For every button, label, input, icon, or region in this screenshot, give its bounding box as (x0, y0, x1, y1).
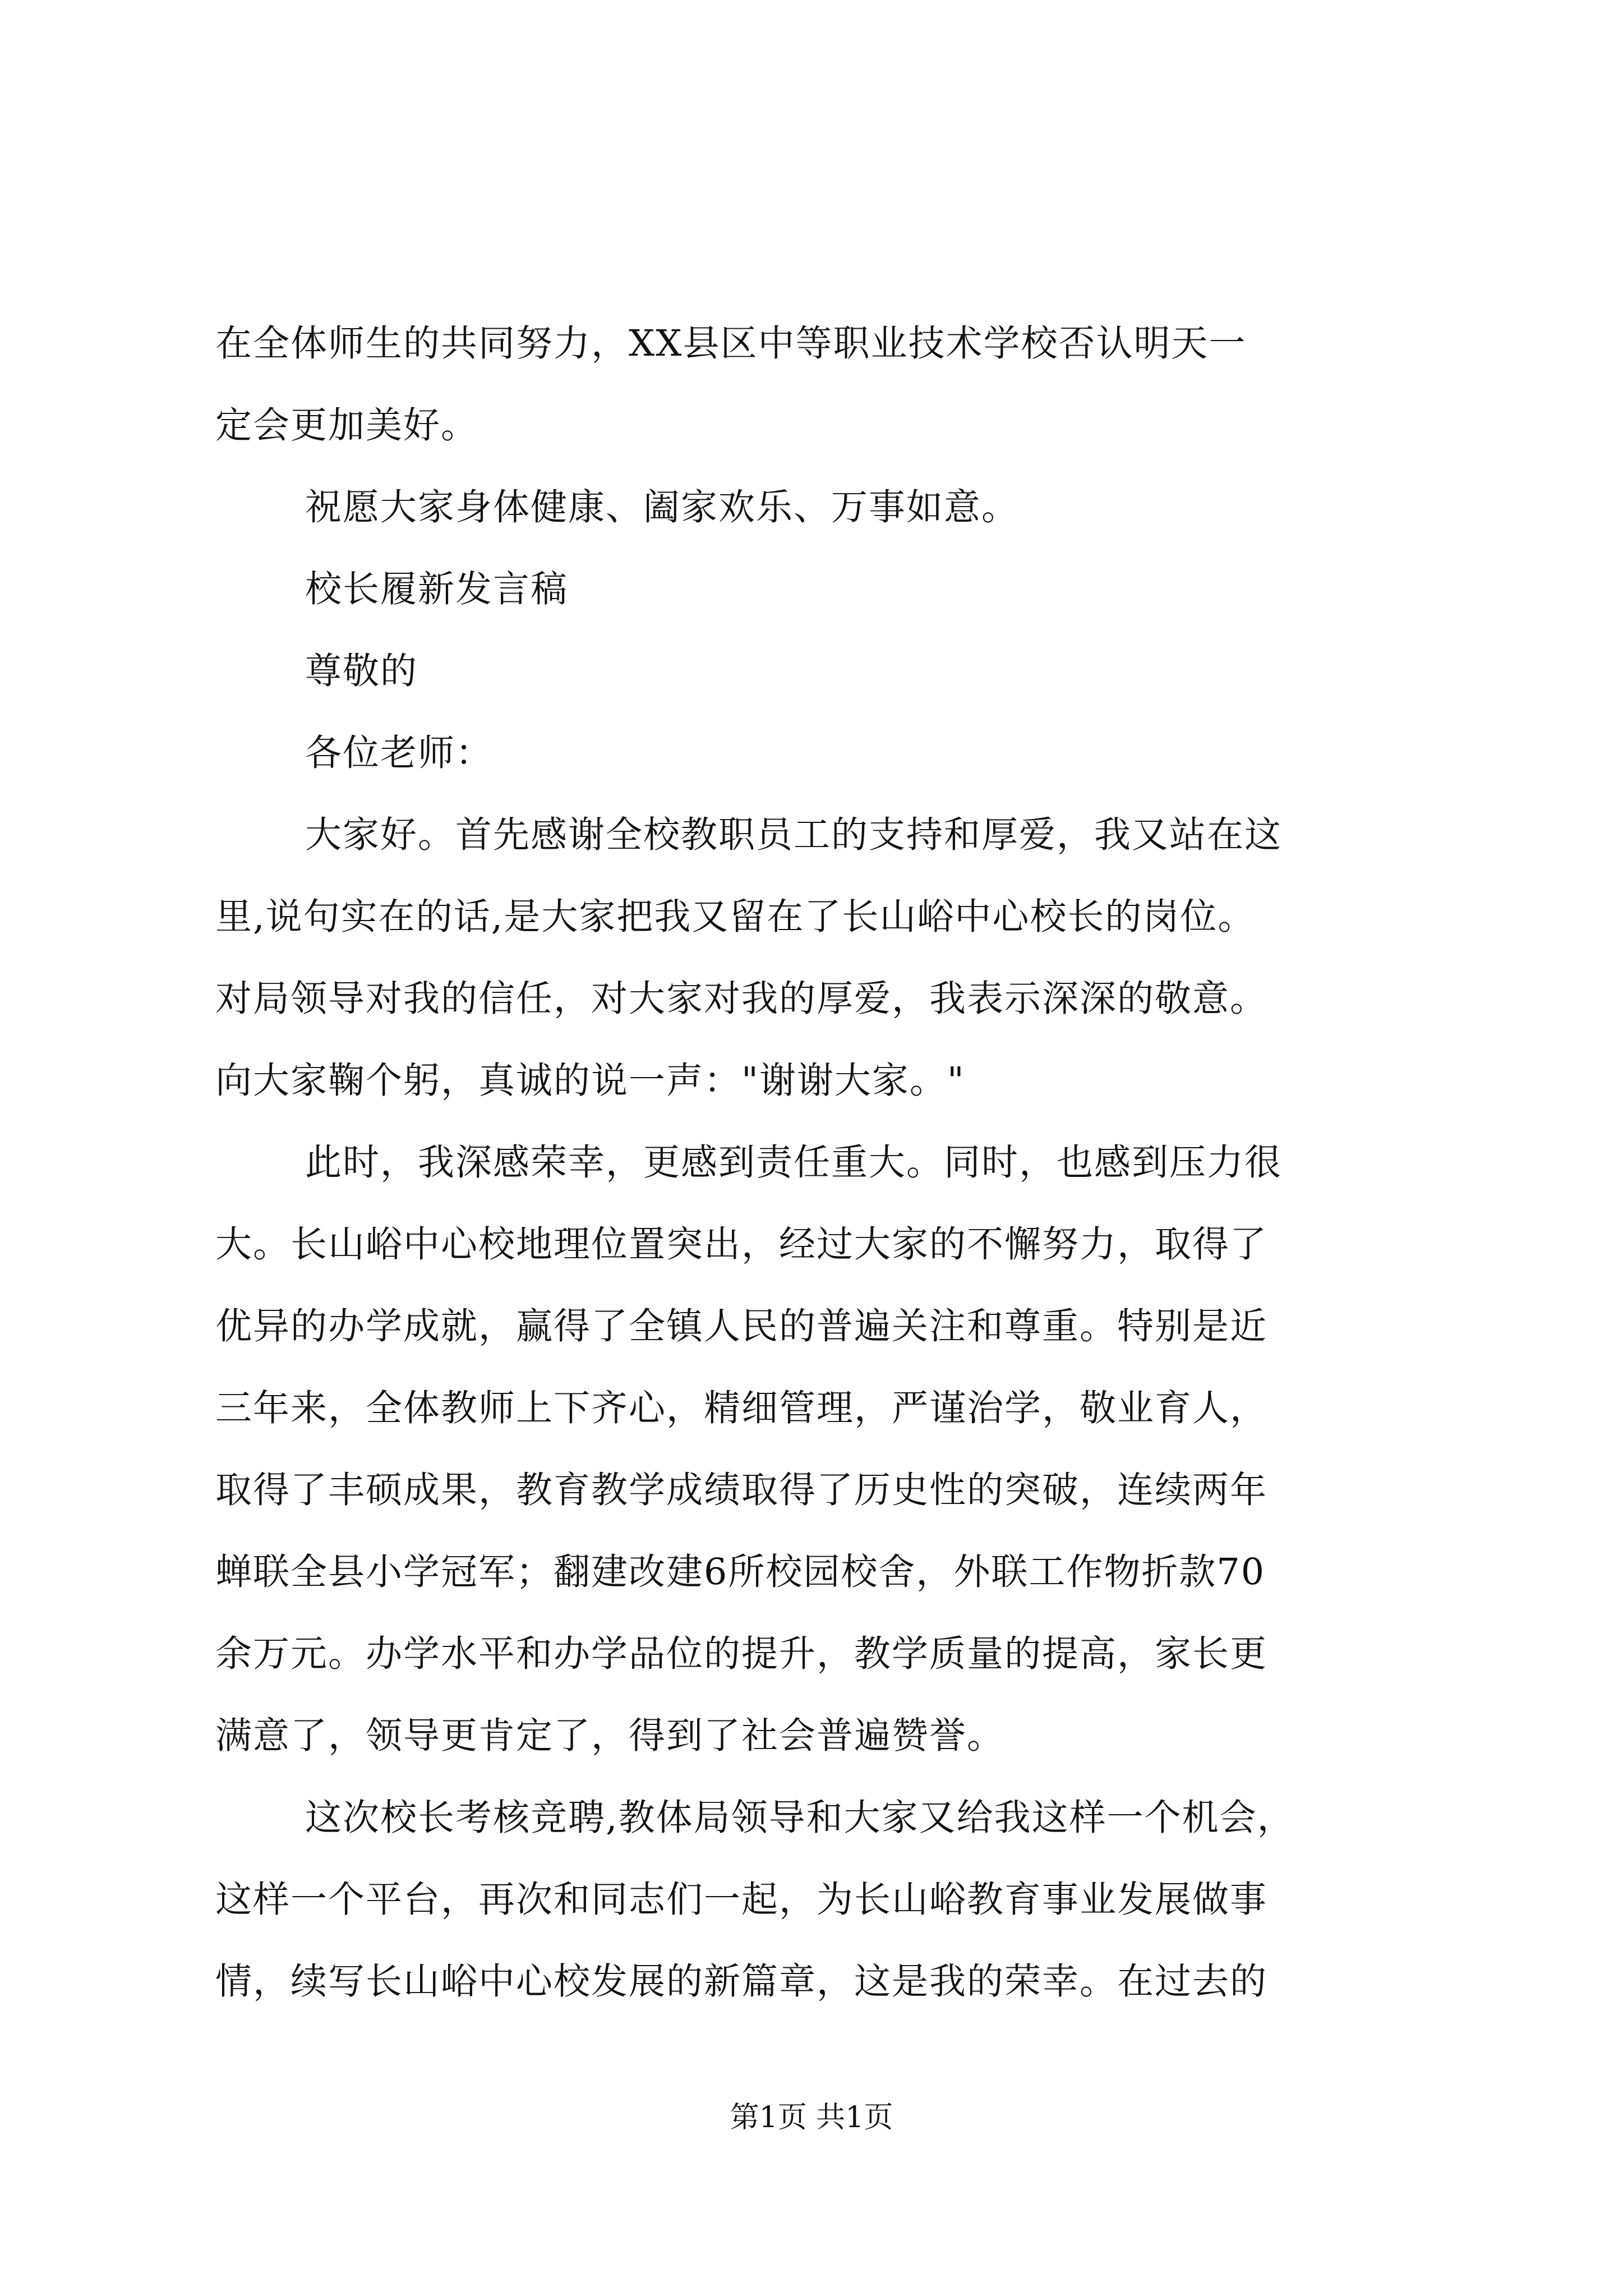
page-footer: 第1页 共1页 (730, 2101, 893, 2134)
text-line: 优异的办学成就，赢得了全镇人民的普遍关注和尊重。特别是近 (215, 1305, 1268, 1347)
text-line: 在全体师生的共同努力，XX县区中等职业技术学校否认明天一 (215, 323, 1247, 365)
text-line: 定会更加美好。 (215, 404, 479, 447)
text-line: 向大家鞠个躬，真诚的说一声："谢谢大家。" (215, 1060, 965, 1102)
salutation: 尊敬的 (305, 650, 418, 692)
text-line: 里,说句实在的话,是大家把我又留在了长山峪中心校长的岗位。 (215, 896, 1256, 938)
text-line: 这次校长考核竞聘,教体局领导和大家又给我这样一个机会， (305, 1797, 1295, 1839)
text-line: 大。长山峪中心校地理位置突出，经过大家的不懈努力，取得了 (215, 1223, 1268, 1266)
document-body (215, 303, 1432, 2023)
text-line: 三年来，全体教师上下齐心，精细管理，严谨治学，敬业育人， (215, 1387, 1268, 1429)
text-line: 大家好。首先感谢全校教职员工的支持和厚爱，我又站在这 (305, 814, 1283, 856)
text-line: 取得了丰硕成果，教育教学成绩取得了历史性的突破，连续两年 (215, 1469, 1268, 1511)
salutation: 各位老师： (305, 732, 494, 774)
document-heading: 校长履新发言稿 (305, 568, 569, 610)
text-line: 这样一个平台，再次和同志们一起，为长山峪教育事业发展做事 (215, 1879, 1268, 1921)
text-line: 蝉联全县小学冠军；翻建改建6所校园校舍，外联工作物折款70 (215, 1551, 1266, 1593)
text-line: 余万元。办学水平和办学品位的提升，教学质量的提高，家长更 (215, 1633, 1268, 1675)
text-line: 祝愿大家身体健康、阖家欢乐、万事如意。 (305, 486, 1020, 528)
text-line: 此时，我深感荣幸，更感到责任重大。同时，也感到压力很 (305, 1142, 1283, 1184)
text-line: 对局领导对我的信任，对大家对我的厚爱，我表示深深的敬意。 (215, 978, 1268, 1020)
text-line: 情，续写长山峪中心校发展的新篇章，这是我的荣幸。在过去的 (215, 1961, 1268, 2003)
text-line: 满意了，领导更肯定了，得到了社会普遍赞誉。 (215, 1715, 1005, 1757)
